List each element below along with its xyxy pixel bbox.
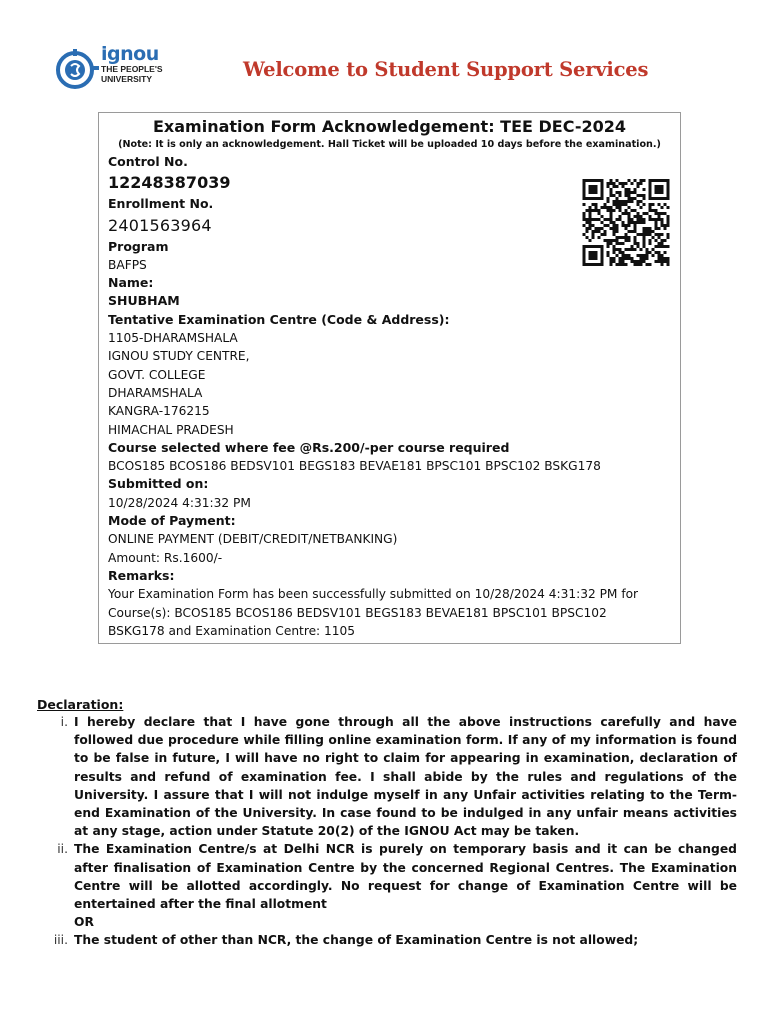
program-value: BAFPS — [108, 257, 147, 272]
declaration-item-number: iii. — [53, 933, 68, 948]
exam-centre-line: GOVT. COLLEGE — [108, 367, 206, 382]
remarks-line: Course(s): BCOS185 BCOS186 BEDSV101 BEGS183 BEVAE181 BPSC101 BPSC102 — [108, 605, 607, 620]
logo-text — [101, 44, 173, 84]
ignou-logo — [54, 44, 174, 100]
declaration-item-number: ii. — [57, 842, 68, 857]
remarks-label: Remarks: — [108, 567, 175, 583]
exam-centre-line: KANGRA-176215 — [108, 404, 210, 419]
declaration-item-number: i. — [60, 715, 68, 729]
submitted-on-value: 10/28/2024 4:31:32 PM — [108, 495, 251, 510]
control-no-value: 12248387039 — [108, 173, 231, 193]
declaration-item-text: The student of other than NCR, the change of Examination Centre is not allowed; — [74, 933, 639, 948]
declaration-item — [37, 931, 737, 949]
card-title: Examination Form Acknowledgement: TEE DEC-2024 — [152, 117, 626, 136]
enrollment-no-value: 2401563964 — [108, 215, 212, 235]
name-label: Name: — [108, 275, 154, 291]
enrollment-no-label: Enrollment No. — [108, 196, 214, 212]
declaration-item-text: I hereby declare that I have gone through all the above instructions carefully and have followed due procedure while filling online examination form. If any of my information is found to be false in future, I will have no right to claim for appearing in examination, declaration of results and refund of examination fee. I shall abide by the rules and regulations of the University. I assure that I will not indulge myself in any Unfair activities relating to the Term-end Examination of the University. In case found to be indulged in any unfair means activities at any stage, action under Statute 20(2) of the IGNOU Act may be taken. — [74, 715, 737, 839]
ignou-emblem-icon — [54, 46, 100, 92]
exam-centre-line: HIMACHAL PRADESH — [108, 422, 234, 437]
control-no-label: Control No. — [108, 154, 188, 169]
logo-tag-line-1: THE PEOPLE'S — [101, 64, 163, 74]
payment-mode-label: Mode of Payment: — [108, 513, 236, 529]
submitted-on-label: Submitted on: — [108, 476, 209, 492]
course-selected-label: Course selected where fee @Rs.200/-per course required — [108, 439, 510, 455]
declaration-item-text: The Examination Centre/s at Delhi NCR is purely on temporary basis and it can be changed after finalisation of Examination Centre by the concerned Regional Centres. The Examination Centre will be allotted accordingly. No request for change of Examination Centre will be entertained after the final allotment — [74, 842, 737, 912]
exam-centre-line: 1105-DHARAMSHALA — [108, 331, 238, 346]
program-label: Program — [108, 238, 169, 254]
logo-tag-line-2: UNIVERSITY — [101, 74, 153, 84]
remarks-line: Your Examination Form has been successfully submitted on 10/28/2024 4:31:32 PM for — [108, 587, 639, 602]
acknowledgement-fields — [108, 153, 674, 640]
remarks-line: BSKG178 and Examination Centre: 1105 — [108, 623, 356, 638]
exam-centre-label: Tentative Examination Centre (Code & Address): — [108, 311, 450, 327]
exam-centre-line: DHARAMSHALA — [108, 385, 203, 400]
declaration-heading: Declaration: — [37, 697, 124, 712]
logo-name: ignou — [101, 43, 159, 65]
declaration-item — [37, 713, 737, 840]
declaration-item — [37, 840, 737, 931]
name-value: SHUBHAM — [108, 293, 180, 309]
declaration-list — [37, 713, 737, 950]
acknowledgement-card — [98, 112, 681, 644]
amount-value: Amount: Rs.1600/- — [108, 550, 223, 565]
exam-centre-line: IGNOU STUDY CENTRE, — [108, 349, 250, 364]
course-selected-value: BCOS185 BCOS186 BEDSV101 BEGS183 BEVAE181 BPSC101 BPSC102 BSKG178 — [108, 459, 601, 474]
payment-mode-value: ONLINE PAYMENT (DEBIT/CREDIT/NETBANKING) — [108, 532, 398, 547]
declaration-section — [37, 696, 737, 950]
welcome-heading: Welcome to Student Support Services — [243, 58, 649, 81]
card-note: (Note: It is only an acknowledgement. Hall Ticket will be uploaded 10 days before the examination.) — [118, 139, 661, 150]
declaration-or-text: OR — [74, 915, 94, 930]
